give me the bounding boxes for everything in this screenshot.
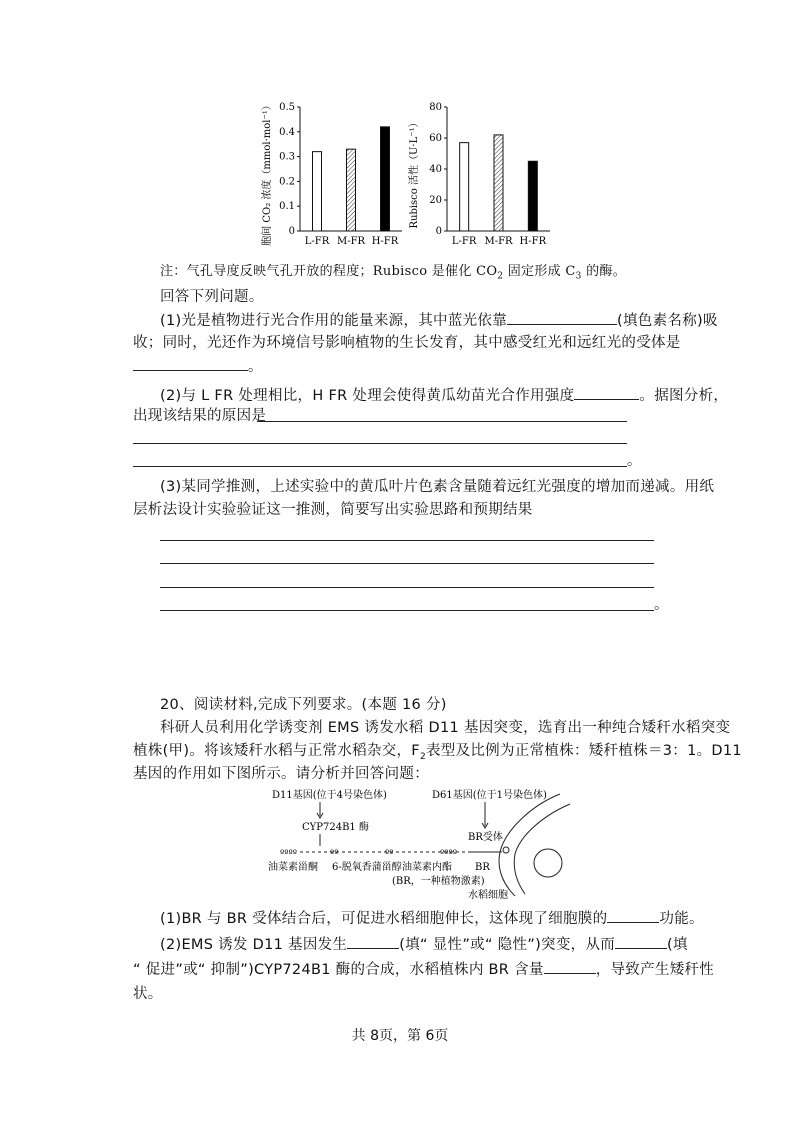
x-tick-label: M-FR [336,236,366,247]
q20-l2-text: 植株(甲)。将该矮秆水稻与正常水稻杂交，F [133,743,420,759]
q19-part3-line1: (3)某同学推测，上述实验中的黄瓜叶片色素含量随着远红光强度的增加而递减。用纸 [160,479,715,495]
y-tick-label: 20 [429,195,442,206]
receptor-label: BR受体 [468,832,503,843]
blank-photosynthesis[interactable] [574,385,639,400]
substrate-3: 油菜素内酯 [402,862,452,873]
q19-part1-line1 [160,310,718,331]
molecule-icon: ºººº [280,849,297,859]
figure-note: 注：气孔导度反映气孔开放的程度；Rubisco 是催化 $CO_2$ 固定形成 $C_3$ 的酶。 [160,264,627,282]
cell-membrane [499,794,560,896]
q19-p1-text-end: (填色素名称)吸 [617,313,718,329]
answer-line[interactable] [133,466,627,467]
blank-mutation-type[interactable] [347,934,399,949]
x-tick-label: L-FR [304,236,330,247]
period: 。 [627,453,642,469]
answer-line[interactable] [257,421,627,422]
bar-m-fr [494,135,503,231]
q20-sub1-end: 功能。 [659,911,704,927]
chart2-ylabel: Rubisco 活性（U·L⁻¹） [409,117,420,229]
receptor-icon [503,847,509,853]
x-tick-label: H-FR [519,236,547,247]
y-tick-label: 0.3 [279,151,295,163]
q19-intro: 回答下列问题。 [160,289,264,305]
q20-line2: 植株(甲)。将该矮秆水稻与正常水稻杂交，$F_2$表型及比例为正常植株：矮秆植株＝3：1。D11 [133,743,742,762]
q19-p1-text: (1)光是植物进行光合作用的能量来源，其中蓝光依靠 [160,313,508,329]
y-tick-label: 40 [429,164,442,175]
q20-sub2-line1 [160,934,688,955]
q19-part1-line2: 收；同时，光还作为环境信号影响植物的生长发育，其中感受红光和远红光的受体是 [133,335,681,351]
q20-line1: 科研人员利用化学诱变剂 EMS 诱发水稻 D11 基因突变，选育出一种纯合矮秆水稻突变 [160,720,731,736]
q19-part2-line2: 出现该结果的原因是 [133,408,267,424]
y-tick-label: 0.1 [279,201,295,213]
q19-part3-line2: 层析法设计实验验证这一推测，简要写出实验思路和预期结果 [133,502,533,518]
q20-sub2-text-b: (填“ 显性”或“ 隐性”)突变，从而 [399,937,616,953]
y-tick-label: 80 [429,102,442,113]
q20-sub1-text: (1)BR 与 BR 受体结合后，可促进水稻细胞伸长，这体现了细胞膜的 [160,911,608,927]
br-note: (BR，一种植物激素) [392,876,485,887]
x-tick-label: L-FR [451,236,477,247]
bar-h-fr [528,161,537,231]
blank-receptor[interactable] [133,356,248,371]
molecule-icon: ºººº [440,849,457,859]
d11-gene-label: D11基因(位于4号染色体) [272,790,387,801]
blank-promote-inhibit[interactable] [615,934,667,949]
x-tick-label: M-FR [484,236,513,247]
answer-line[interactable] [160,563,654,564]
page-footer: 共 8页，第 6页 [351,1028,449,1044]
answer-line[interactable] [160,587,654,588]
q20-sub1 [160,908,704,929]
y-tick-label: 0 [288,226,295,237]
note-text-2: 固定形成 C [503,264,576,279]
cell-label: 水稻细胞 [468,890,508,901]
q20-sub2-text: (2)EMS 诱发 D11 基因发生 [160,937,348,953]
q19-part2-line1 [160,385,728,406]
q20-line3: 基因的作用如下图所示。请分析并回答问题： [133,766,429,782]
d61-gene-label: D61基因(位于1号染色体) [432,790,547,801]
q20-sub2-text-c: (填 [667,937,688,953]
bar-l-fr [313,152,322,231]
blank-membrane-function[interactable] [607,908,659,923]
answer-line[interactable] [160,610,654,611]
chart1-ylabel: 胞间 CO₂ 浓度（mmol·mol⁻¹） [262,100,273,246]
br-label: BR [475,862,490,873]
y-tick-label: 60 [429,133,442,144]
q19-p2-text-end: 。据图分析， [639,388,729,404]
molecule-icon: ºº [330,849,339,859]
q20-sub2-line3: 状。 [133,986,163,1002]
answer-line[interactable] [133,443,627,444]
q20-sub2-l2-end: ，导致产生矮秆性 [595,962,715,978]
q19-part1-line3 [133,356,263,377]
bar-h-fr [381,127,390,231]
y-tick-label: 0.4 [279,126,295,138]
q20-sub2-l2-text: “ 促进”或“ 抑制”)CYP724B1 酶的合成，水稻植株内 BR 含量 [133,962,544,978]
nucleus [534,849,562,877]
bar-l-fr [460,143,469,231]
period: 。 [654,597,669,613]
molecule-icon: ºº [385,849,394,859]
y-tick-label: 0 [435,226,442,237]
answer-line[interactable] [160,540,654,541]
blank-pigment[interactable] [507,310,617,325]
x-tick-label: H-FR [371,236,399,247]
br-pathway-diagram [260,786,580,906]
period: 。 [248,359,263,375]
y-tick-label: 0.2 [279,176,295,188]
q20-title: 20、阅读材料,完成下列要求。(本题 16 分) [160,697,447,713]
q20-l2-text-b: 表型及比例为正常植株：矮秆植株＝3：1。D11 [425,743,742,759]
substrate-2: 6-脱氧香蒲甾醇 [332,862,402,873]
y-tick-label: 0.5 [279,102,295,113]
blank-br-content[interactable] [544,959,596,974]
q19-p2-text: (2)与 L FR 处理相比，H FR 处理会使得黄瓜幼苗光合作用强度 [160,388,575,404]
chart-rubisco-activity [405,95,565,255]
q20-sub2-line2 [133,959,714,980]
enzyme-label: CYP724B1 酶 [302,822,369,833]
substrate-1: 油菜素甾酮 [268,862,318,873]
note-text-1: 注：气孔导度反映气孔开放的程度；Rubisco 是催化 CO [160,264,498,279]
note-text-3: 的酶。 [581,264,627,279]
chart-intercellular-co2 [250,95,420,255]
bar-m-fr [347,149,356,231]
